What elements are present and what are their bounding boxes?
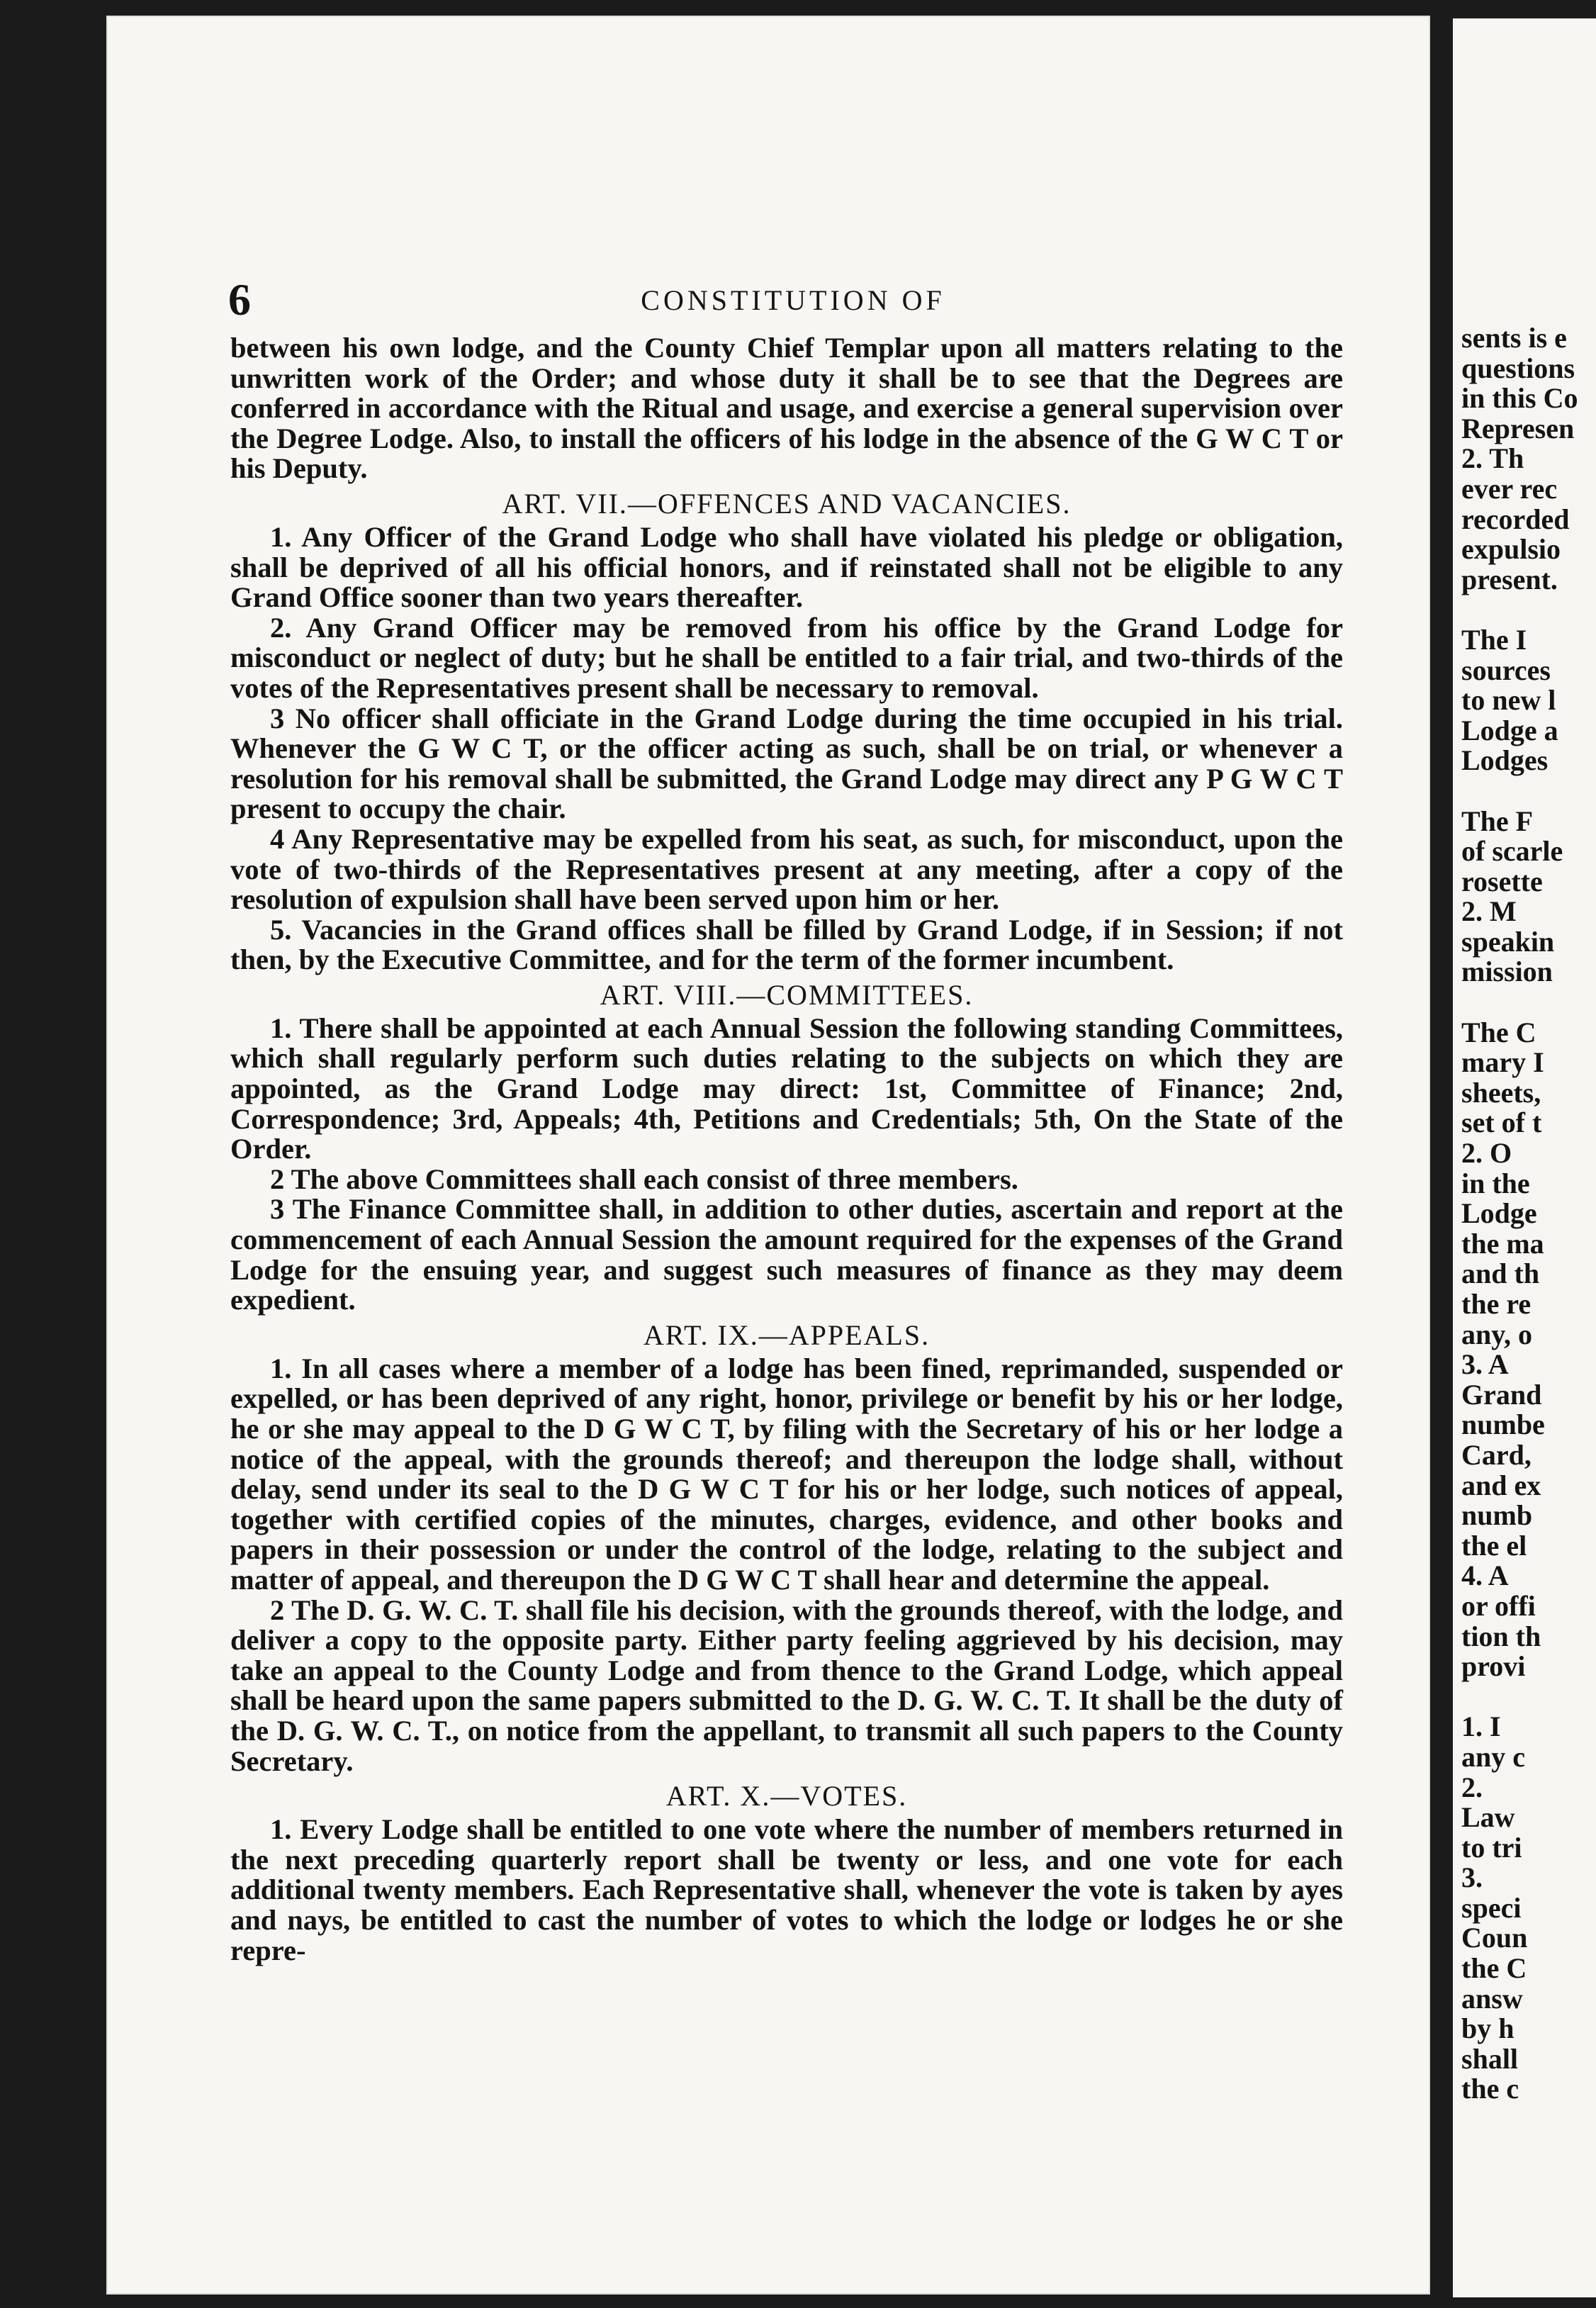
art7-section-1: 1. Any Officer of the Grand Lodge who shall have violated his pledge or obligation, shall be deprived of all his official honors, and if reinstated shall not be eligible to any Grand Office sooner than two years thereafter. [230, 520, 1343, 614]
art10-section-1: 1. Every Lodge shall be entitled to one vote where the number of members returned in the next preceding quarterly report shall be twenty or less, and one vote for each additional twenty members. Each Representative shall, whenever the vote is taken by ayes and nays, be entitled to cast the number of votes to which the lodge or lodges he or she repre- [230, 1813, 1343, 1966]
right-line: the ma [1461, 1227, 1544, 1260]
art7-section-2: 2. Any Grand Officer may be removed from his office by the Grand Lodge for misconduct or neglect of duty; but he shall be entitled to a fair trial, and two-thirds of the votes of the Representatives present shall be necessary to removal. [230, 611, 1343, 704]
right-line: 1. I [1461, 1710, 1501, 1743]
page-header [228, 274, 1358, 330]
right-line: sents is e [1461, 322, 1567, 354]
right-line: speakin [1461, 925, 1555, 958]
right-line: or offi [1461, 1589, 1536, 1622]
right-gap [1461, 595, 1596, 625]
right-line: in this Co [1461, 382, 1578, 415]
right-line: rosette [1461, 865, 1543, 897]
right-line: Lodge [1461, 1197, 1537, 1230]
right-line: recorded [1461, 503, 1570, 535]
right-line: and th [1461, 1257, 1540, 1290]
right-line: to new l [1461, 684, 1556, 717]
right-line: 3. A [1461, 1348, 1509, 1381]
right-line: the re [1461, 1288, 1532, 1320]
right-line: sources [1461, 654, 1551, 686]
art7-section-3: 3 No officer shall officiate in the Grand Lodge during the time occupied in his trial. Whenever the G W C T, or the officer acting as such, shall be on trial, or whenever a resolution for his removal shall be submitted, the Grand Lodge may direct any P G W C T present to occupy the chair. [230, 702, 1343, 825]
right-page [1453, 18, 1596, 2297]
right-line: provi [1461, 1650, 1526, 1683]
right-line: any c [1461, 1740, 1525, 1773]
right-line: shall [1461, 2042, 1519, 2075]
right-line: Lodges [1461, 744, 1549, 777]
right-line: expulsio [1461, 533, 1561, 566]
right-line: The C [1461, 1016, 1536, 1048]
right-gap [1461, 987, 1596, 1018]
right-line: Law [1461, 1801, 1515, 1834]
art9-heading: ART. IX.—APPEALS. [643, 1318, 931, 1351]
right-gap [1461, 776, 1596, 807]
right-line: the C [1461, 1952, 1527, 1985]
right-line: Grand [1461, 1378, 1542, 1411]
right-line: numb [1461, 1499, 1533, 1532]
right-line: 4. A [1461, 1559, 1509, 1592]
right-line: in the [1461, 1167, 1530, 1199]
art8-section-3: 3 The Finance Committee shall, in addition to other duties, ascertain and report at the commencement of each Annual Session the amount required for the expenses of the Grand Lodge for the ensuing year, and suggest such measures of finance as they may deem expedient. [230, 1193, 1343, 1316]
right-line: ever rec [1461, 472, 1558, 505]
right-line: 2. O [1461, 1137, 1512, 1170]
art7-section-4: 4 Any Representative may be expelled from his seat, as such, for misconduct, upon the vote of two-thirds of the Representatives present at any meeting, after a copy of the resolution of expulsion shall have been served upon him or her. [230, 822, 1343, 916]
page-number: 6 [228, 274, 251, 325]
right-line: 3. [1461, 1861, 1483, 1894]
art8-heading: ART. VIII.—COMMITTEES. [600, 978, 974, 1011]
right-line: any, o [1461, 1318, 1533, 1350]
right-line: to tri [1461, 1831, 1522, 1864]
opening-paragraph: between his own lodge, and the County Chief Templar upon all matters relating to the unwritten work of the Order; and whose duty it shall be to see that the Degrees are conferred in accordance with the Ritual and usage, and exercise a general supervision over the Degree Lodge. Also, to install the officers of his lodge in the absence of the G W C T or his Deputy. [230, 332, 1343, 485]
right-line: sheets, [1461, 1076, 1541, 1109]
art7-heading: ART. VII.—OFFENCES AND VACANCIES. [502, 487, 1072, 520]
art9-section-2: 2 The D. G. W. C. T. shall file his decision, with the grounds thereof, with the lodge, and deliver a copy to the opposite party. Either party feeling aggrieved by his decision, may take an appeal to the County Lodge and from thence to the Grand Lodge, which appeal shall be heard upon the same papers submitted to the D. G. W. C. T. It shall be the duty of the D. G. W. C. T., on notice from the appellant, to transmit all such papers to the County Secretary. [230, 1593, 1343, 1777]
right-line: answ [1461, 1982, 1523, 2015]
right-line: Card, [1461, 1438, 1532, 1471]
right-line: 2. [1461, 1771, 1483, 1803]
right-line: set of t [1461, 1107, 1542, 1139]
right-gap [1461, 1682, 1596, 1713]
body-text [230, 333, 1343, 1966]
right-line: mary I [1461, 1046, 1544, 1079]
art10-heading: ART. X.—VOTES. [665, 1780, 908, 1813]
art8-section-1: 1. There shall be appointed at each Annual Session the following standing Committees, which shall regularly perform such duties relating to the subjects on which they are appointed, as the Grand Lodge may direct: 1st, Committee of Finance; 2nd, Correspondence; 3rd, Appeals; 4th, Petitions and Credentials; 5th, On the State of the Order. [230, 1012, 1343, 1165]
running-title: CONSTITUTION OF [641, 284, 945, 316]
right-line: of scarle [1461, 835, 1563, 868]
right-line: numbe [1461, 1408, 1545, 1441]
right-line: mission [1461, 956, 1553, 988]
right-line: questions [1461, 352, 1575, 384]
right-line: the el [1461, 1529, 1527, 1562]
right-line: tion th [1461, 1620, 1541, 1652]
right-line: 2. M [1461, 895, 1517, 928]
art9-section-1: 1. In all cases where a member of a lodge has been fined, reprimanded, suspended or expelled, or has been deprived of any right, honor, privilege or benefit by his or her lodge, he or she may appeal to the D G W C T, by filing with the Secretary of his or her lodge a notice of the appeal, with the grounds thereof; and thereupon the lodge shall, without delay, send under its seal to the D G W C T for his or her lodge, such notices of appeal, together with certified copies of the minutes, charges, evidence, and other books and papers in their possession or under the control of the lodge, relating to the subject and matter of appeal, and thereupon the D G W C T shall hear and determine the appeal. [230, 1352, 1343, 1596]
right-line: speci [1461, 1891, 1522, 1924]
right-line: 2. Th [1461, 442, 1524, 475]
right-line: Represen [1461, 412, 1575, 444]
right-line: and ex [1461, 1469, 1541, 1501]
right-line: Coun [1461, 1922, 1528, 1954]
art8-section-2: 2 The above Committees shall each consist of three members. [270, 1163, 1018, 1195]
right-page-text [1461, 323, 1596, 2105]
right-line: The F [1461, 805, 1534, 837]
right-line: Lodge a [1461, 714, 1558, 746]
right-line: present. [1461, 563, 1558, 595]
right-line: the c [1461, 2073, 1519, 2105]
art7-section-5: 5. Vacancies in the Grand offices shall be filled by Grand Lodge, if in Session; if not then, by the Executive Committee, and for the term of the former incumbent. [230, 913, 1343, 976]
right-line: by h [1461, 2012, 1514, 2045]
right-line: The I [1461, 623, 1527, 656]
